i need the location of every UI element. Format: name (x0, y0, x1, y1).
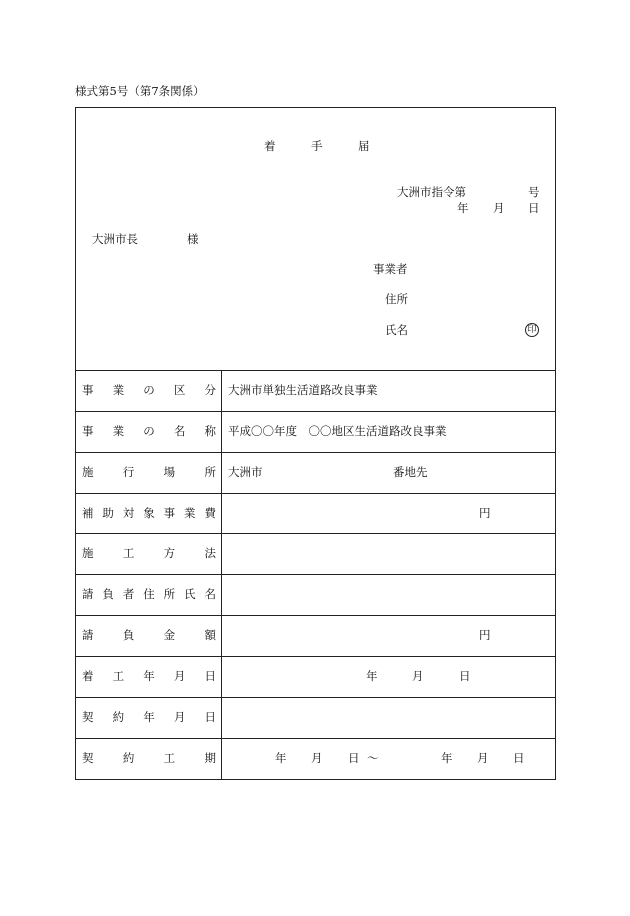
row-divider (75, 533, 556, 534)
period-tilde: ～ (367, 751, 379, 765)
addressee-honorific: 様 (187, 232, 199, 246)
business-category-value: 大洲市単独生活道路改良事業 (228, 383, 378, 397)
column-divider (221, 370, 222, 780)
row-divider (75, 697, 556, 698)
row-label-business-name: 事 業 の 名 称 (82, 424, 216, 438)
period-start-day: 日 (348, 751, 360, 765)
row-divider (75, 656, 556, 657)
period-start-year: 年 (275, 751, 287, 765)
applicant-address-label: 住所 (385, 292, 408, 306)
business-name-value: 平成〇〇年度 〇〇地区生活道路改良事業 (228, 424, 447, 438)
row-divider (75, 738, 556, 739)
doc-number-suffix: 号 (528, 185, 540, 199)
row-label-start-date: 着 工 年 月 日 (82, 669, 216, 683)
start-date-day: 日 (459, 669, 471, 683)
row-divider (75, 574, 556, 575)
form-number: 様式第5号（第7条関係） (75, 84, 205, 98)
title-char-3: 届 (358, 139, 370, 153)
period-end-month: 月 (477, 751, 489, 765)
row-label-construction-site: 施 行 場 所 (82, 465, 216, 479)
site-city-value: 大洲市 (228, 465, 263, 479)
period-end-year: 年 (441, 751, 453, 765)
row-divider (75, 615, 556, 616)
row-divider (75, 493, 556, 494)
row-label-contract-amount: 請 負 金 額 (82, 628, 216, 642)
row-divider (75, 411, 556, 412)
title-char-2: 手 (311, 139, 323, 153)
date-day: 日 (528, 201, 540, 215)
doc-number-prefix: 大洲市指令第 (397, 185, 466, 199)
period-start-month: 月 (311, 751, 323, 765)
row-label-contractor: 請 負 者 住 所 氏 名 (82, 587, 216, 601)
contract-amount-unit: 円 (479, 628, 491, 642)
row-label-business-category: 事 業 の 区 分 (82, 383, 216, 397)
addressee-name: 大洲市長 (92, 232, 138, 246)
subsidized-cost-unit: 円 (479, 506, 491, 520)
date-year: 年 (457, 201, 469, 215)
row-label-subsidized-cost: 補 助 対 象 事 業 費 (82, 506, 216, 520)
start-date-year: 年 (366, 669, 378, 683)
row-label-construction-method: 施 工 方 法 (82, 546, 216, 560)
seal-mark: 印 (525, 323, 539, 337)
date-month: 月 (493, 201, 505, 215)
applicant-business-label: 事業者 (373, 262, 408, 276)
applicant-name-label: 氏名 (385, 323, 408, 337)
start-date-month: 月 (412, 669, 424, 683)
title-char-1: 着 (264, 139, 276, 153)
row-divider (75, 452, 556, 453)
period-end-day: 日 (513, 751, 525, 765)
site-lot-suffix: 番地先 (393, 465, 428, 479)
row-divider (75, 370, 556, 371)
row-label-contract-period: 契 約 工 期 (82, 751, 216, 765)
row-label-contract-date: 契 約 年 月 日 (82, 710, 216, 724)
